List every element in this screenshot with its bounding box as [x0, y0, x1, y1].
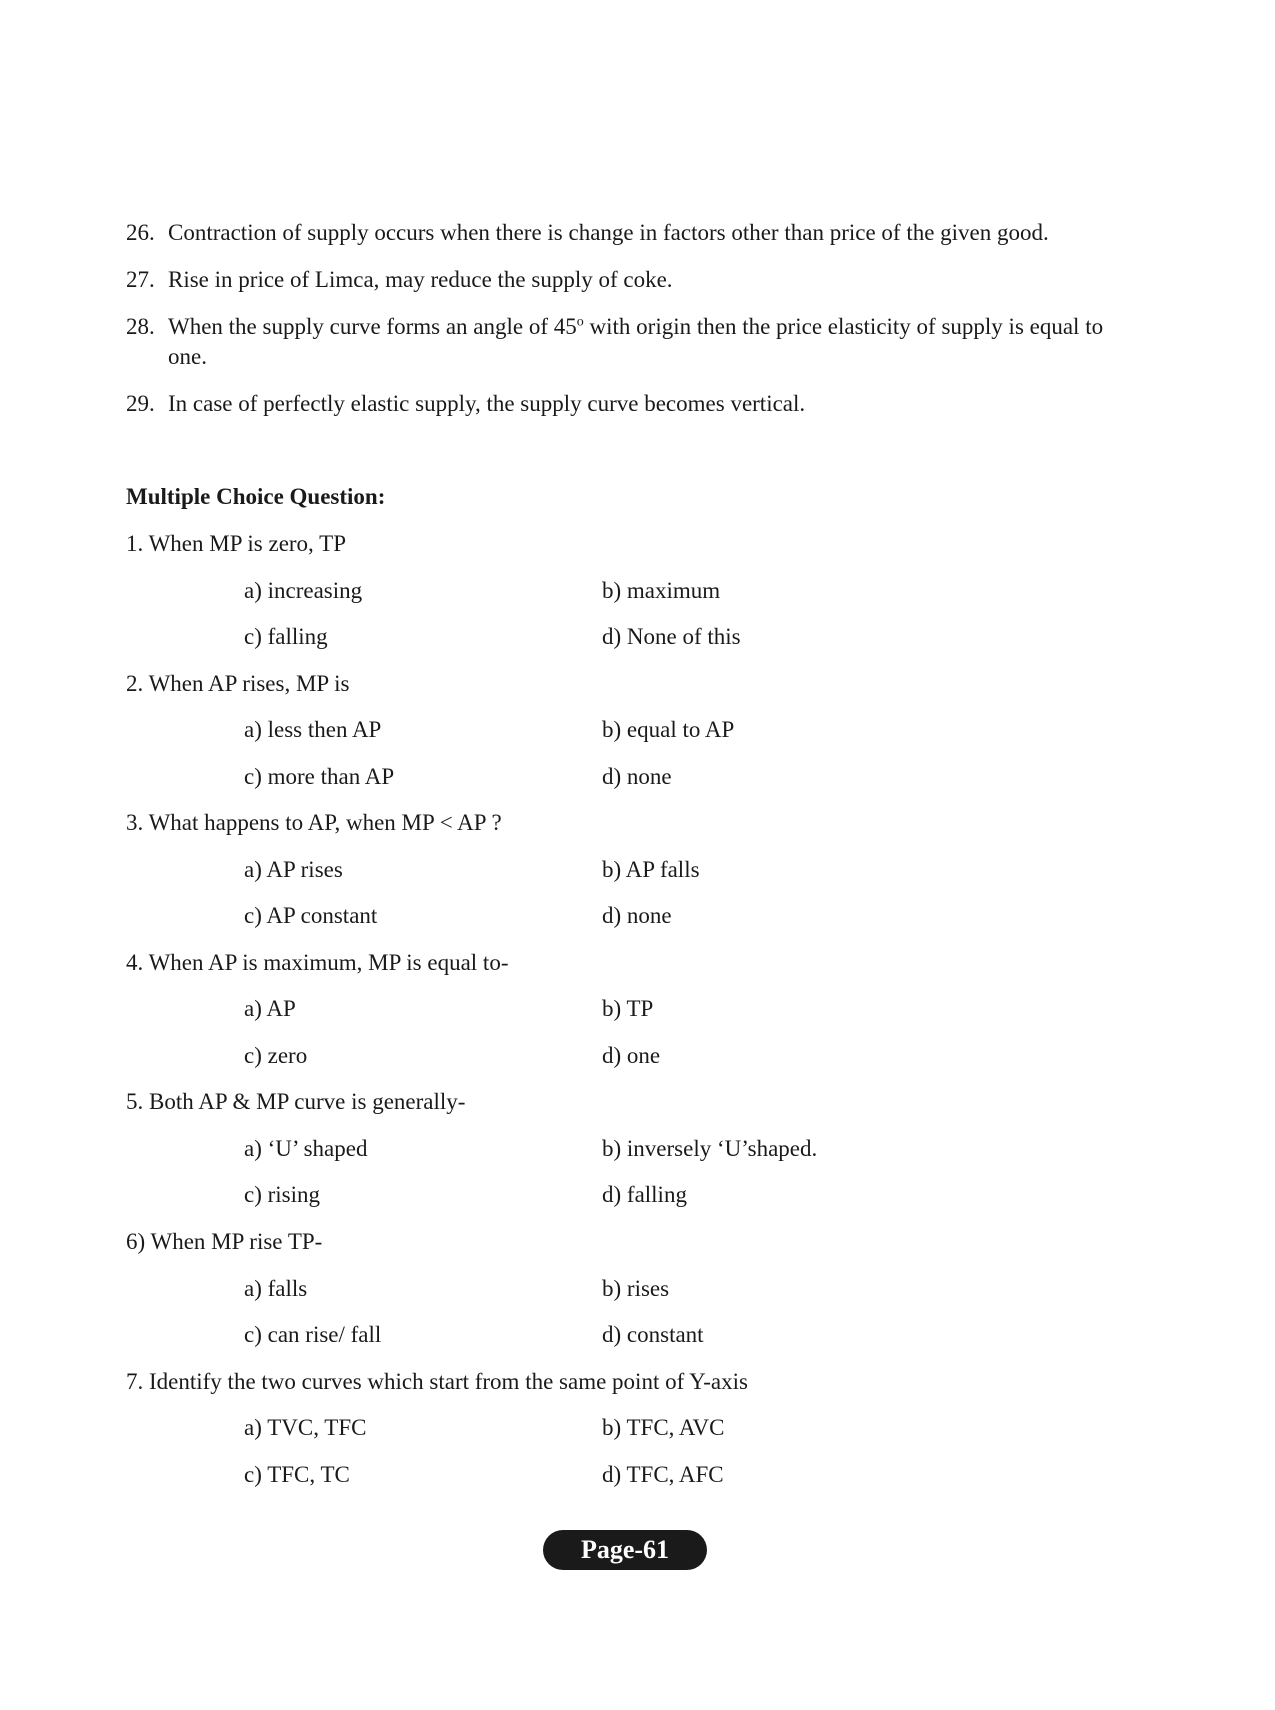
page-number-badge: Page-61: [543, 1530, 707, 1570]
question-1-option-c: c) falling: [244, 624, 328, 649]
question-6-option-b: b) rises: [602, 1276, 670, 1301]
question-7-stem: 7. Identify the two curves which start from the same point of Y-axis: [126, 1369, 748, 1394]
statement-number: 26.: [126, 220, 155, 245]
question-7-option-c: c) TFC, TC: [244, 1462, 350, 1487]
question-3-option-b: b) AP falls: [602, 857, 700, 882]
question-4-option-a: a) AP: [244, 996, 296, 1021]
statement-27: [126, 265, 1126, 295]
question-2-option-b: b) equal to AP: [602, 717, 735, 742]
question-2-option-d: d) none: [602, 764, 672, 789]
question-2-option-a: a) less then AP: [244, 717, 382, 742]
question-6-option-a: a) falls: [244, 1276, 308, 1301]
degree-superscript: o: [576, 314, 584, 330]
question-6-stem: 6) When MP rise TP-: [126, 1229, 323, 1254]
question-4-option-d: d) one: [602, 1043, 661, 1068]
question-4-option-b: b) TP: [602, 996, 654, 1021]
question-3-option-c: c) AP constant: [244, 903, 378, 928]
question-1-stem: 1. When MP is zero, TP: [126, 531, 346, 556]
question-3-stem: 3. What happens to AP, when MP < AP ?: [126, 810, 502, 835]
question-1-option-a: a) increasing: [244, 578, 363, 603]
question-2-option-c: c) more than AP: [244, 764, 395, 789]
question-6-option-d: d) constant: [602, 1322, 704, 1347]
question-5-option-a: a) ‘U’ shaped: [244, 1136, 368, 1161]
question-7-option-d: d) TFC, AFC: [602, 1462, 724, 1487]
statement-number: 27.: [126, 267, 155, 292]
question-1-option-d: d) None of this: [602, 624, 741, 649]
statement-text: Rise in price of Limca, may reduce the supply of coke.: [168, 267, 673, 292]
mcq-heading: Multiple Choice Question:: [126, 484, 386, 509]
statement-26: [126, 218, 1126, 248]
question-7-option-a: a) TVC, TFC: [244, 1415, 367, 1440]
statement-text-part2: with origin then the price elasticity of supply is equal to one.: [168, 314, 1104, 369]
question-5-option-d: d) falling: [602, 1182, 687, 1207]
statement-text: [126, 312, 1126, 372]
question-1-option-b: b) maximum: [602, 578, 721, 603]
statement-text: In case of perfectly elastic supply, the supply curve becomes vertical.: [168, 391, 806, 416]
question-7-option-b: b) TFC, AVC: [602, 1415, 725, 1440]
question-2-stem: 2. When AP rises, MP is: [126, 671, 350, 696]
question-5-option-c: c) rising: [244, 1182, 321, 1207]
statement-text-part1: When the supply curve forms an angle of 45: [168, 314, 577, 339]
question-5-option-b: b) inversely ‘U’shaped.: [602, 1136, 818, 1161]
question-5-stem: 5. Both AP & MP curve is generally-: [126, 1089, 466, 1114]
question-4-stem: 4. When AP is maximum, MP is equal to-: [126, 950, 509, 975]
statement-28: [126, 312, 1126, 372]
question-6-option-c: c) can rise/ fall: [244, 1322, 382, 1347]
question-3-option-a: a) AP rises: [244, 857, 343, 882]
statement-text: Contraction of supply occurs when there is change in factors other than price of the given good.: [168, 220, 1049, 245]
question-4-option-c: c) zero: [244, 1043, 308, 1068]
statement-29: [126, 389, 1126, 419]
statement-number: 28.: [126, 314, 155, 339]
statement-number: 29.: [126, 391, 155, 416]
question-3-option-d: d) none: [602, 903, 672, 928]
